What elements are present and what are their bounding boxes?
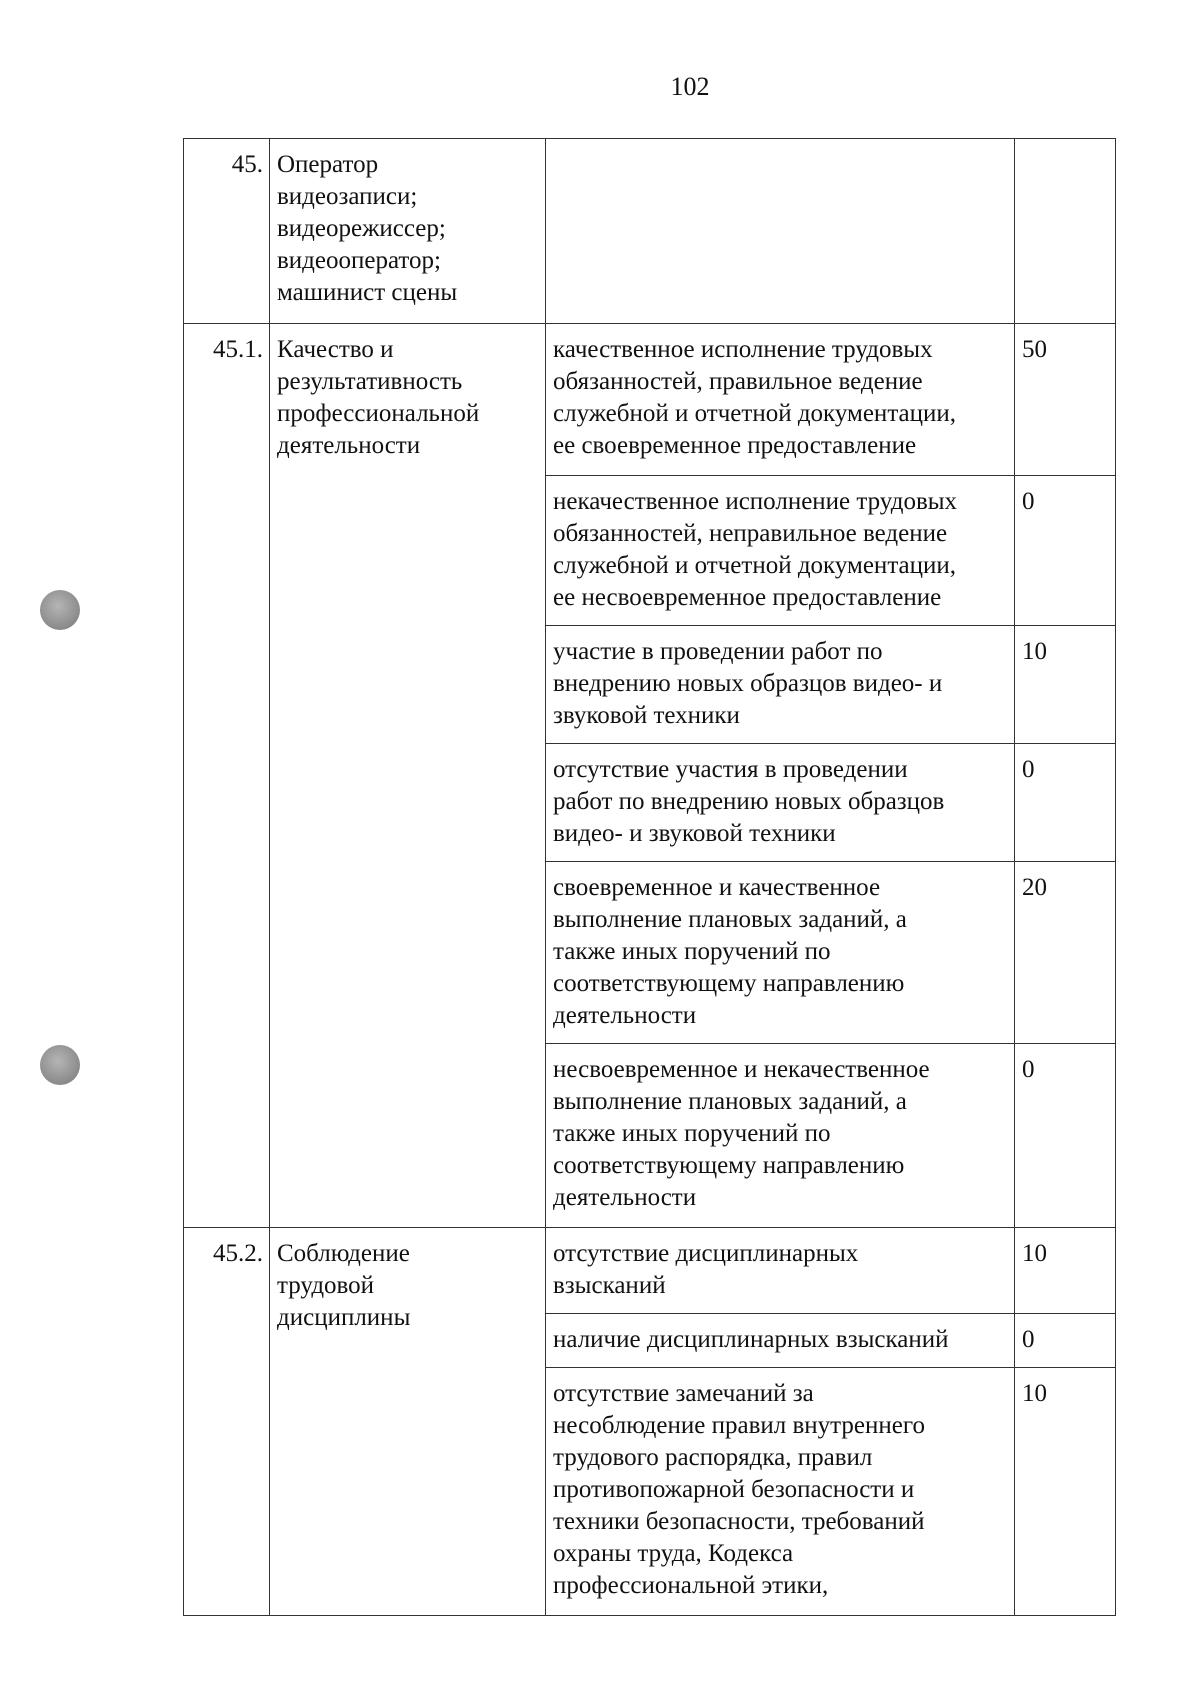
- criterion-points: 0: [1015, 1314, 1116, 1368]
- criterion-points: 0: [1015, 1044, 1116, 1228]
- indicator-title-line: машинист сцены: [277, 279, 458, 306]
- indicator-title-line: Оператор: [277, 151, 379, 178]
- indicator-title: [270, 139, 546, 324]
- criterion-text-line: охраны труда, Кодекса: [553, 1540, 794, 1567]
- criterion-text-line: видео- и звуковой техники: [553, 820, 836, 847]
- criterion-text-line: служебной и отчетной документации,: [553, 552, 957, 579]
- criterion-points: 10: [1015, 1228, 1116, 1314]
- criterion-points: 20: [1015, 862, 1116, 1044]
- criterion-text: [546, 139, 1015, 324]
- table-row: [184, 324, 1116, 476]
- criterion-text: [546, 626, 1015, 744]
- punch-hole-mark: [40, 590, 80, 630]
- table-row: [184, 139, 1116, 324]
- indicator-title-line: деятельности: [277, 432, 421, 459]
- criterion-text-line: также иных поручений по: [553, 1120, 831, 1147]
- criterion-text: [546, 324, 1015, 476]
- criterion-text-line: техники безопасности, требований: [553, 1508, 925, 1535]
- criterion-text-line: деятельности: [553, 1184, 697, 1211]
- criterion-text-line: несвоевременное и некачественное: [553, 1056, 930, 1083]
- item-number: 45.: [184, 139, 270, 324]
- criterion-text-line: соответствующему направлению: [553, 970, 905, 997]
- criterion-text-line: несоблюдение правил внутреннего: [553, 1412, 925, 1439]
- indicator-title-line: результативность: [277, 368, 463, 395]
- item-number: 45.2.: [184, 1228, 270, 1616]
- indicator-title-line: видеорежиссер;: [277, 215, 446, 242]
- criterion-text-line: отсутствие замечаний за: [553, 1380, 814, 1407]
- criterion-text: [546, 1228, 1015, 1314]
- indicator-title: [270, 324, 546, 1228]
- table-row: [184, 1228, 1116, 1314]
- punch-hole-mark: [40, 1045, 80, 1085]
- page-number: 102: [670, 72, 710, 101]
- criterion-points: 10: [1015, 626, 1116, 744]
- indicator-title-line: профессиональной: [277, 400, 480, 427]
- criterion-text-line: качественное исполнение трудовых: [553, 336, 933, 363]
- criterion-text-line: выполнение плановых заданий, а: [553, 906, 907, 933]
- criterion-text-line: некачественное исполнение трудовых: [553, 488, 958, 515]
- criterion-text-line: деятельности: [553, 1002, 697, 1029]
- criterion-text-line: ее несвоевременное предоставление: [553, 584, 942, 611]
- criterion-text-line: обязанностей, правильное ведение: [553, 368, 923, 395]
- criterion-points: 0: [1015, 744, 1116, 862]
- criterion-text-line: внедрению новых образцов видео- и: [553, 670, 943, 697]
- criterion-text-line: также иных поручений по: [553, 938, 831, 965]
- indicator-title-line: дисциплины: [277, 1304, 411, 1331]
- criterion-text: [546, 1044, 1015, 1228]
- criterion-text-line: противопожарной безопасности и: [553, 1476, 915, 1503]
- criterion-text-line: трудового распорядка, правил: [553, 1444, 873, 1471]
- indicator-title-line: Соблюдение: [277, 1240, 410, 1267]
- criterion-points: 10: [1015, 1368, 1116, 1616]
- indicator-title-line: видеозаписи;: [277, 183, 418, 210]
- criterion-text-line: наличие дисциплинарных взысканий: [553, 1326, 949, 1353]
- criterion-text-line: взысканий: [553, 1272, 666, 1299]
- item-number: 45.1.: [184, 324, 270, 1228]
- criterion-text-line: звуковой техники: [553, 702, 740, 729]
- criterion-text-line: обязанностей, неправильное ведение: [553, 520, 948, 547]
- indicator-title: [270, 1228, 546, 1616]
- criterion-text-line: своевременное и качественное: [553, 874, 881, 901]
- criterion-text-line: выполнение плановых заданий, а: [553, 1088, 907, 1115]
- criterion-text-line: профессиональной этики,: [553, 1572, 829, 1599]
- criteria-table: [183, 138, 1116, 1616]
- criterion-text-line: отсутствие дисциплинарных: [553, 1240, 859, 1267]
- criterion-text: [546, 862, 1015, 1044]
- criterion-text-line: служебной и отчетной документации,: [553, 400, 957, 427]
- criterion-text: [546, 1368, 1015, 1616]
- criterion-text-line: ее своевременное предоставление: [553, 432, 917, 459]
- indicator-title-line: видеооператор;: [277, 247, 441, 274]
- criterion-points: [1015, 139, 1116, 324]
- criterion-points: 50: [1015, 324, 1116, 476]
- criterion-text-line: соответствующему направлению: [553, 1152, 905, 1179]
- criterion-points: 0: [1015, 476, 1116, 626]
- criterion-text-line: отсутствие участия в проведении: [553, 756, 908, 783]
- criterion-text: [546, 476, 1015, 626]
- criterion-text-line: работ по внедрению новых образцов: [553, 788, 945, 815]
- criterion-text: [546, 1314, 1015, 1368]
- indicator-title-line: Качество и: [277, 336, 394, 363]
- criterion-text-line: участие в проведении работ по: [553, 638, 883, 665]
- indicator-title-line: трудовой: [277, 1272, 375, 1299]
- criterion-text: [546, 744, 1015, 862]
